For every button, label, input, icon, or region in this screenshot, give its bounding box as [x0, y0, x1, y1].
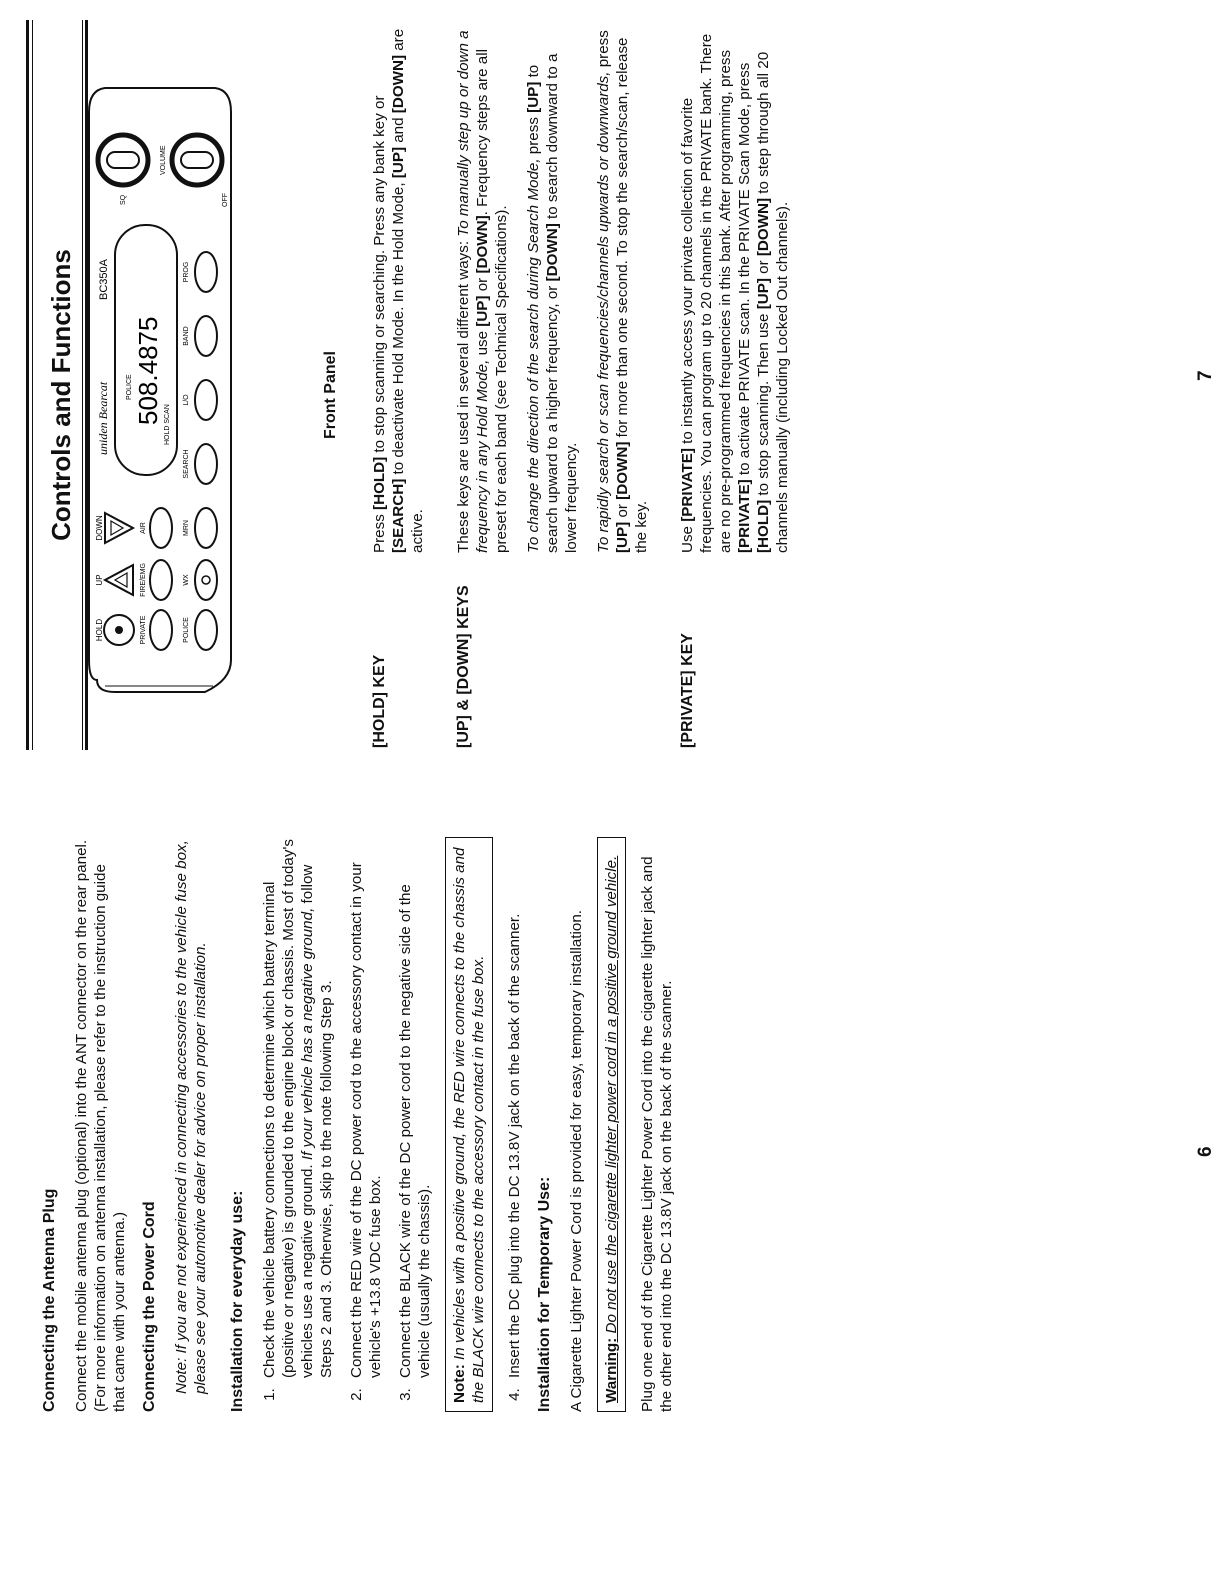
- wx-icon: [202, 576, 210, 584]
- note-label: Note:: [451, 1364, 468, 1403]
- page-6: [0, 790, 1224, 1580]
- step-2: 2. Connect the RED wire of the DC power cord to the accessory contact in your vehicle's +13.8 VDC fuse box.: [347, 837, 385, 1384]
- everyday-heading: Installation for everyday use:: [229, 1190, 246, 1412]
- hold-key-row: [370, 28, 440, 748]
- hold-key-name: [HOLD] KEY: [371, 654, 388, 748]
- label-wx: WX: [183, 574, 190, 586]
- police-button: [195, 610, 217, 650]
- squelch-knob: [98, 135, 148, 185]
- page-number-right: 7: [1195, 370, 1216, 381]
- brand-label: uniden Bearcat: [96, 381, 110, 455]
- step-4: 4. Insert the DC plug into the DC 13.8V jack on the back of the scanner.: [505, 837, 524, 1384]
- wx-button: [195, 560, 217, 600]
- display-mode: HOLD SCAN: [164, 404, 171, 445]
- header-rule-3: [82, 20, 83, 750]
- left-column: [40, 837, 687, 1412]
- temporary-heading: Installation for Temporary Use:: [536, 1176, 553, 1412]
- temporary-text: A Cigarette Lighter Power Cord is provided for easy, temporary installation.: [568, 910, 585, 1412]
- up-button: [105, 565, 133, 595]
- fire-emg-button: [150, 560, 172, 600]
- hold-dot-icon: [115, 626, 123, 634]
- label-lo: L/O: [183, 394, 190, 406]
- updown-key-name: [UP] & [DOWN] KEYS: [455, 585, 472, 748]
- front-panel-label: Front Panel: [322, 351, 339, 440]
- label-prog: PROG: [183, 261, 190, 283]
- antenna-text: Connect the mobile antenna plug (optional) into the ANT connector on the rear panel. (For more information on antenna installation, please refer to the instruction guide that came with your antenna.): [73, 839, 128, 1412]
- label-fire-emg: FIRE/EMG: [140, 563, 147, 597]
- volume-knob-grip: [181, 152, 213, 168]
- scanner-front-panel-illustration: [85, 80, 235, 700]
- label-air: AIR: [140, 522, 147, 534]
- label-down: DOWN: [95, 515, 104, 541]
- private-key-desc: Use [PRIVATE] to instantly access your private collection of favorite frequencies. You can program up to 20 channels in the PRIVATE bank. There are no pre-programmed frequencies in this bank. After programming, press [PRIVATE] to activate PRIVATE scan. In the PRIVATE Scan Mode, press [HOLD] to stop scanning. Then use [UP] or [DOWN] to step through all 20 channels manually (including Locked Out channels).: [679, 33, 791, 553]
- label-volume: VOLUME: [160, 145, 167, 175]
- down-button: [105, 513, 133, 543]
- up-triangle-icon: [115, 573, 127, 587]
- model-label: BC350A: [98, 259, 110, 300]
- label-hold: HOLD: [95, 618, 104, 642]
- header-rule-1: [26, 20, 29, 750]
- section-title: Controls and Functions: [46, 249, 76, 541]
- down-triangle-icon: [111, 521, 123, 535]
- step-1: 1. Check the vehicle battery connections to determine which battery terminal (positive or negative) is grounded to the engine block or chassis. Most of today's vehicles use a negative ground. If your vehicle has a negative ground, follow Steps 2 and 3. Otherwise, skip to the note following Step 3.: [260, 837, 336, 1384]
- label-off: OFF: [222, 193, 229, 207]
- private-button: [150, 610, 172, 650]
- private-key-name: [PRIVATE] KEY: [679, 633, 696, 748]
- key-descriptions: [370, 28, 819, 748]
- note-text: In vehicles with a positive ground, the RED wire connects to the chassis and the BLACK wire connects to the accessory contact in the fuse box.: [451, 847, 487, 1403]
- warning-label: Warning:: [603, 1337, 620, 1403]
- hold-key-desc: Press [HOLD] to stop scanning or searching. Press any bank key or [SEARCH] to deactivate Hold Mode. In the Hold Mode, [UP] and [DOWN] are active.: [371, 28, 426, 553]
- band-button: [195, 316, 217, 356]
- display-frequency: 508.4875: [133, 316, 163, 425]
- page-number-left: 6: [1195, 1146, 1216, 1157]
- label-sq: SQ: [120, 194, 127, 205]
- label-private: PRIVATE: [140, 615, 147, 645]
- squelch-knob-grip: [107, 152, 139, 168]
- note-box: [445, 837, 493, 1412]
- mrn-button: [195, 508, 217, 548]
- install-steps: [260, 837, 434, 1412]
- label-band: BAND: [183, 326, 190, 346]
- private-key-row: [678, 28, 805, 748]
- prog-button: [195, 252, 217, 292]
- lo-button: [195, 380, 217, 420]
- search-button: [195, 444, 217, 484]
- label-up: UP: [95, 574, 104, 586]
- plug-text: Plug one end of the Cigarette Lighter Power Cord into the cigarette lighter jack and the other end into the DC 13.8V jack on the back of the scanner.: [639, 856, 675, 1412]
- install-steps-cont: [505, 837, 524, 1412]
- label-mrn: MRN: [183, 520, 190, 536]
- step-3: 3. Connect the BLACK wire of the DC power cord to the negative side of the vehicle (usually the chassis).: [396, 837, 434, 1384]
- power-note: Note: If you are not experienced in connecting accessories to the vehicle fuse box, please see your automotive dealer for advice on proper installation.: [173, 840, 209, 1394]
- updown-key-row: [454, 28, 664, 748]
- antenna-heading: Connecting the Antenna Plug: [41, 1188, 58, 1412]
- updown-key-desc: These keys are used in several different ways: To manually step up or down a frequency in any Hold Mode, use [UP] or [DOWN]. Frequency steps are all preset for each band (see Technical Specifications). To change the direction of the search during Search Mode, press [UP] to search upward to a higher frequency, or [DOWN] to search downward to a lower frequency. To rapidly search or scan frequencies/channels upwards or downwards, press [UP] or [DOWN] for more than one second. To stop the search/scan, release the key.: [455, 30, 650, 553]
- power-heading: Connecting the Power Cord: [141, 1201, 158, 1412]
- scanner-diagram: [85, 80, 235, 700]
- label-search: SEARCH: [183, 449, 190, 479]
- display-band: POLICE: [126, 374, 133, 400]
- label-police: POLICE: [183, 617, 190, 643]
- warning-text: Do not use the cigarette lighter power cord in a positive ground vehicle.: [603, 855, 620, 1334]
- air-button: [150, 508, 172, 548]
- header-rule-2: [32, 20, 33, 750]
- volume-knob: [172, 135, 222, 185]
- warning-box: [597, 837, 626, 1412]
